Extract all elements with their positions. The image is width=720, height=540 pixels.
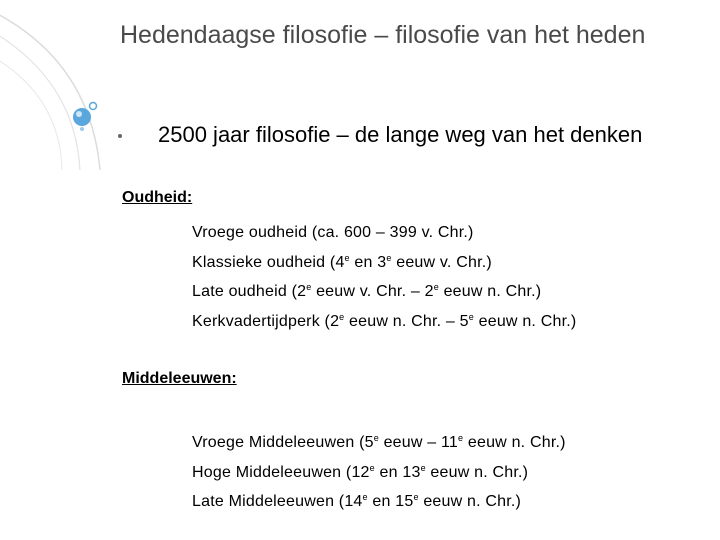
list-item: Kerkvadertijdperk (2e eeuw n. Chr. – 5e eeuw n. Chr.) [192, 311, 577, 330]
list-item: Klassieke oudheid (4e en 3e eeuw v. Chr.) [192, 252, 492, 271]
bullet-text: 2500 jaar filosofie – de lange weg van het denken [158, 122, 643, 147]
list-item: Vroege oudheid (ca. 600 – 399 v. Chr.) [192, 224, 474, 241]
decorative-bubbles-icon [0, 0, 140, 170]
list-item: Hoge Middeleeuwen (12e en 13e eeuw n. Chr.) [192, 462, 529, 481]
section-heading-oudheid: Oudheid: [122, 189, 193, 206]
middeleeuwen-list [192, 428, 712, 517]
list-item: Vroege Middeleeuwen (5e eeuw – 11e eeuw n. Chr.) [192, 433, 566, 451]
bullet-dot-icon [118, 134, 122, 138]
list-item: Late Middeleeuwen (14e en 15e eeuw n. Chr.) [192, 492, 522, 510]
list-item: Late oudheid (2e eeuw v. Chr. – 2e eeuw n. Chr.) [192, 282, 542, 300]
slide-title: Hedendaagse filosofie – filosofie van het heden [120, 21, 646, 49]
oudheid-list [192, 218, 712, 336]
section-heading-middeleeuwen: Middeleeuwen: [122, 370, 237, 387]
